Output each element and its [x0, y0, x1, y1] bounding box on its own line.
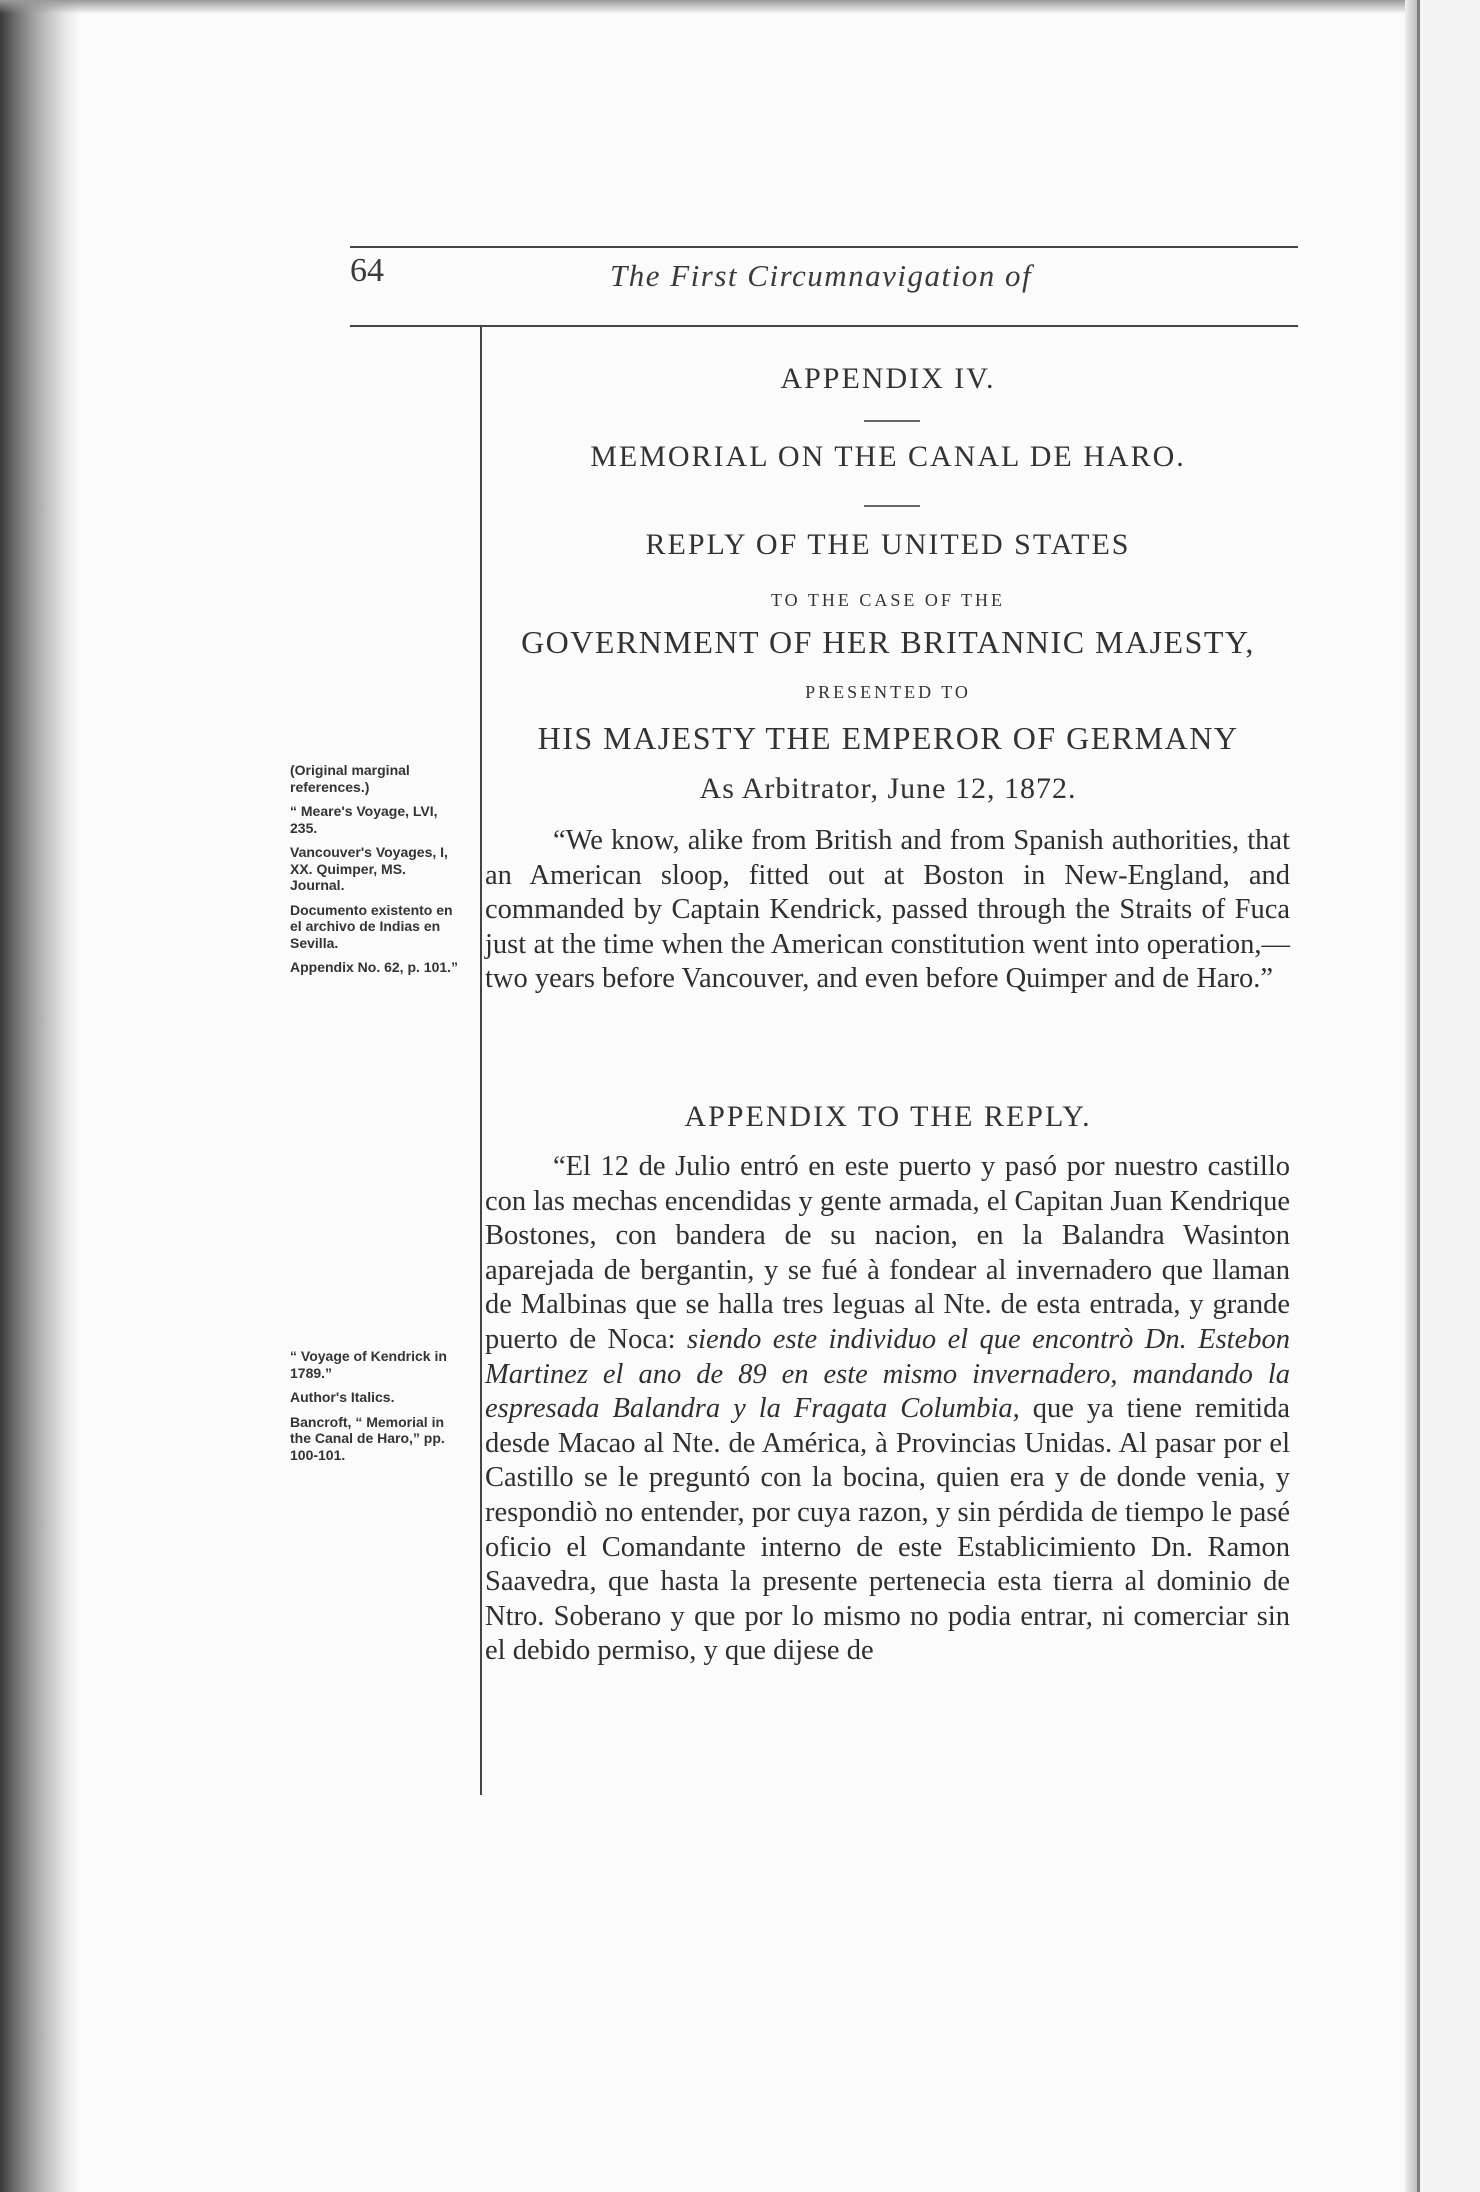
margin-note: Bancroft, “ Memorial in the Canal de Haro,” pp. 100-101. — [290, 1413, 445, 1463]
heading-dash — [864, 505, 920, 507]
emperor-heading: HIS MAJESTY THE EMPEROR OF GERMANY — [537, 720, 1239, 756]
appendix-heading: APPENDIX IV. — [780, 362, 996, 395]
margin-note: Author's Italics. — [290, 1389, 395, 1405]
margin-note: “ Voyage of Kendrick in 1789.” — [290, 1348, 447, 1381]
header-bottom-rule — [350, 325, 1298, 327]
english-quote-text: “We know, alike from British and from Spanish authorities, that an American sloop, fitted out at Boston in New-England, and commanded by Captain Kendrick, passed through the Straits of Fuca just at the time when the American constitution went into operation,—two years before Vancouver, and even before Quimper and de Haro.” — [485, 825, 1290, 995]
header-top-rule — [350, 246, 1298, 248]
reply-heading: REPLY OF THE UNITED STATES — [645, 528, 1131, 561]
next-page-edge — [1417, 0, 1480, 2192]
arbitrator-line: As Arbitrator, June 12, 1872. — [699, 772, 1077, 805]
spanish-quote-italic: siendo este individuo el que encontrò Dn. Estebon Martinez el ano de 89 en este mismo invernadero, mandando la espresada Balandra y la Fragata Columbia, — [485, 1323, 1290, 1425]
margin-note: Documento existento en el archivo de Indias en Sevilla. — [290, 901, 453, 951]
memorial-heading: MEMORIAL ON THE CANAL DE HARO. — [590, 440, 1186, 473]
page-right-edge — [1405, 0, 1417, 2192]
english-quote-paragraph — [485, 824, 1290, 997]
appendix-to-reply-heading: APPENDIX TO THE REPLY. — [684, 1100, 1092, 1133]
spanish-quote-text-a: “El 12 de Julio entró en este puerto y pasó por nuestro castillo con las mechas encendidas y gente armada, el Capitan Juan Kendrique Bostones, con bandera de su nacion, en la Balandra Wasinton aparejada de bergantin, y se fué à fondear al invernadero que llaman de Malbinas que se halla tres leguas al Nte. de esta entrada, y grande puerto de Noca: — [485, 1151, 1290, 1355]
margin-note: Appendix No. 62, p. 101.” — [290, 959, 459, 975]
margin-note: (Original marginal references.) — [290, 762, 410, 795]
margin-notes-upper — [290, 762, 460, 984]
running-head: The First Circumnavigation of — [610, 258, 1033, 293]
margin-note: “ Meare's Voyage, LVI, 235. — [290, 803, 438, 836]
presented-heading: PRESENTED TO — [805, 682, 971, 702]
spanish-quote-text-b: que ya tiene remitida desde Macao al Nte. de América, à Provincias Unidas. Al pasar por el Castillo se le preguntó con la bocina, quien era y de donde venia, y respondiò no entender, por cuya razon, y sin pérdida de tiempo le pasé oficio el Comandante interno de este Establicimiento Dn. Ramon Saavedra, que hasta la presente pertenecia esta tierra al dominio de Ntro. Soberano y que por lo mismo no podia entrar, ni comerciar sin el debido permiso, y que dijese de — [485, 1393, 1290, 1667]
margin-note: Vancouver's Voyages, I, XX. Quimper, MS. Journal. — [290, 844, 448, 893]
margin-notes-lower — [290, 1348, 460, 1471]
page-number: 64 — [350, 252, 384, 289]
heading-dash — [864, 420, 920, 422]
government-heading: GOVERNMENT OF HER BRITANNIC MAJESTY, — [521, 624, 1255, 660]
binding-shadow — [0, 0, 80, 2192]
spanish-quote-paragraph — [485, 1150, 1290, 1669]
page-top-edge — [0, 0, 1415, 14]
to-the-case-heading: TO THE CASE OF THE — [770, 590, 1006, 610]
